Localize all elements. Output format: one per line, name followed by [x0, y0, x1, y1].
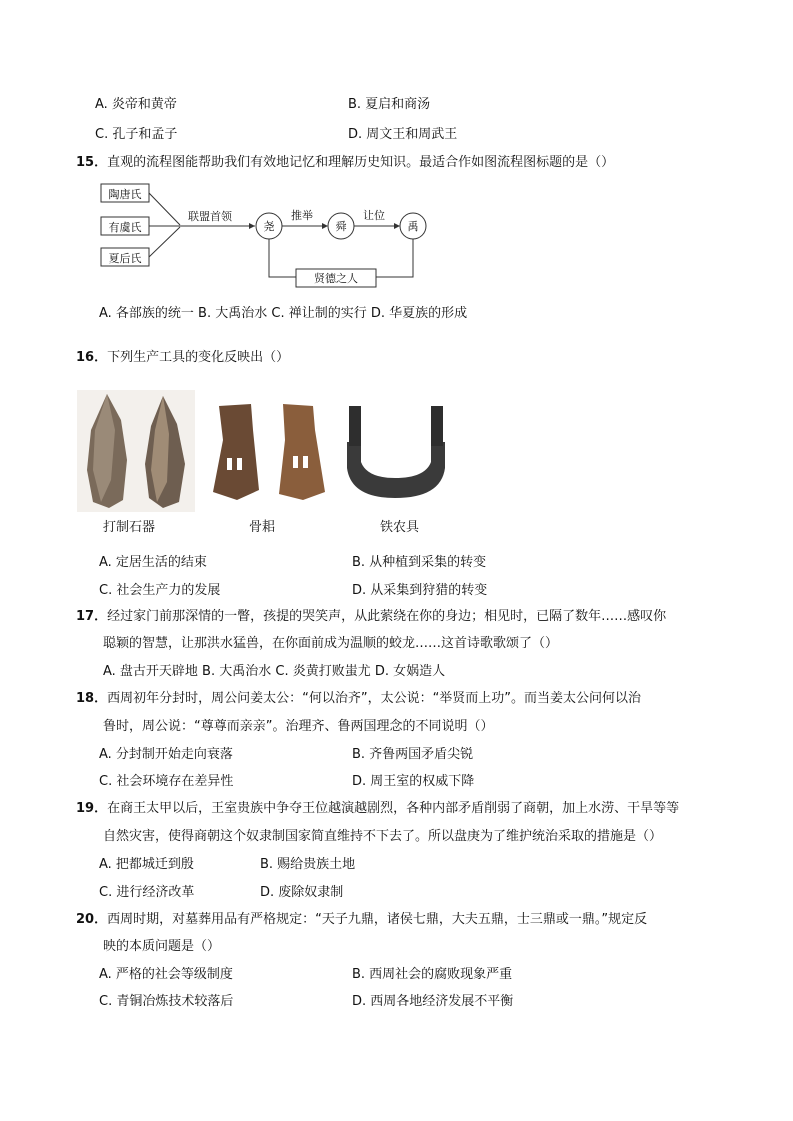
- alliance-label: 联盟首领: [188, 210, 232, 223]
- tribe-label: 有虞氏: [108, 221, 142, 234]
- q17-options: A. 盘古开天辟地 B. 大禹治水 C. 炎黄打败蚩尤 D. 女娲造人: [103, 664, 446, 679]
- q19-option-a: A. 把都城迁到殷: [99, 857, 194, 872]
- chipped-stone-tools-image: [77, 390, 195, 512]
- ruler-label: 尧: [263, 220, 275, 233]
- question-line: 经过家门前那深情的一瞥，孩提的哭笑声，从此萦绕在你的身边；相见时，已隔了数年……感叹你: [107, 609, 667, 624]
- q14-option-a: A. 炎帝和黄帝: [95, 97, 177, 112]
- question-19: [76, 801, 679, 817]
- q16-option-a: A. 定居生活的结束: [99, 555, 207, 570]
- q14-option-c: C. 孔子和孟子: [95, 127, 178, 142]
- question-number: 15．: [76, 155, 108, 170]
- question-line: 自然灾害，使得商朝这个奴隶制国家简直维持不下去了。所以盘庚为了维护统治采取的措施是（）: [103, 829, 663, 844]
- q18-option-d: D. 周王室的权威下降: [352, 774, 475, 789]
- q20-option-a: A. 严格的社会等级制度: [99, 967, 233, 982]
- tribe-label: 陶唐氏: [108, 188, 142, 201]
- question-line: 西周初年分封时，周公问姜太公：“何以治齐”，太公说：“举贤而上功”。而当姜太公问何以治: [107, 691, 642, 706]
- q16-option-c: C. 社会生产力的发展: [99, 583, 221, 598]
- ruler-label: 舜: [335, 220, 347, 233]
- question-16: [76, 350, 289, 366]
- q20-option-c: C. 青铜冶炼技术较落后: [99, 994, 234, 1009]
- q18-option-b: B. 齐鲁两国矛盾尖锐: [352, 747, 474, 762]
- image-caption: 打制石器: [103, 520, 156, 535]
- iron-tool-image: [345, 402, 447, 502]
- q14-option-d: D. 周文王和周武王: [348, 127, 458, 142]
- arrow-label: 推举: [291, 209, 313, 222]
- abdication-flowchart: [98, 180, 438, 292]
- q18-option-a: A. 分封制开始走向衰落: [99, 747, 233, 762]
- q16-option-b: B. 从种植到采集的转变: [352, 555, 487, 570]
- bone-spade-image: [207, 400, 332, 504]
- question-number: 17．: [76, 609, 108, 624]
- question-line: 西周时期，对墓葬用品有严格规定：“天子九鼎，诸侯七鼎，大夫五鼎，士三鼎或一鼎。”规定反: [107, 912, 648, 927]
- q14-option-b: B. 夏启和商汤: [348, 97, 431, 112]
- virtue-label: 贤德之人: [314, 272, 358, 285]
- question-line: 鲁时，周公说：“尊尊而亲亲”。治理齐、鲁两国理念的不同说明（）: [103, 719, 494, 734]
- question-17: [76, 609, 666, 625]
- q16-option-d: D. 从采集到狩猎的转变: [352, 583, 488, 598]
- question-20: [76, 912, 647, 928]
- q15-options: A. 各部族的统一 B. 大禹治水 C. 禅让制的实行 D. 华夏族的形成: [99, 306, 468, 321]
- image-caption: 铁农具: [380, 520, 420, 535]
- question-stem: 下列生产工具的变化反映出（）: [107, 350, 290, 365]
- q19-option-d: D. 废除奴隶制: [260, 885, 344, 900]
- ruler-label: 禹: [407, 220, 419, 233]
- question-line: 聪颖的智慧，让那洪水猛兽，在你面前成为温顺的蛟龙……这首诗歌歌颂了（）: [103, 636, 559, 651]
- q20-option-b: B. 西周社会的腐败现象严重: [352, 967, 513, 982]
- q20-option-d: D. 西周各地经济发展不平衡: [352, 994, 514, 1009]
- question-line: 在商王太甲以后，王室贵族中争夺王位越演越剧烈，各种内部矛盾削弱了商朝，加上水涝、干旱等等: [107, 801, 680, 816]
- question-18: [76, 691, 641, 707]
- arrow-label: 让位: [363, 209, 385, 222]
- question-number: 16．: [76, 350, 108, 365]
- q19-option-b: B. 赐给贵族土地: [260, 857, 356, 872]
- q19-option-c: C. 进行经济改革: [99, 885, 195, 900]
- tribe-label: 夏后氏: [108, 252, 142, 265]
- question-number: 19．: [76, 801, 108, 816]
- image-caption: 骨耜: [249, 520, 276, 535]
- question-number: 18．: [76, 691, 108, 706]
- q18-option-c: C. 社会环境存在差异性: [99, 774, 234, 789]
- question-number: 20．: [76, 912, 108, 927]
- question-stem: 直观的流程图能帮助我们有效地记忆和理解历史知识。最适合作如图流程图标题的是（）: [107, 155, 615, 170]
- question-15: [76, 155, 614, 171]
- question-line: 映的本质问题是（）: [103, 939, 221, 954]
